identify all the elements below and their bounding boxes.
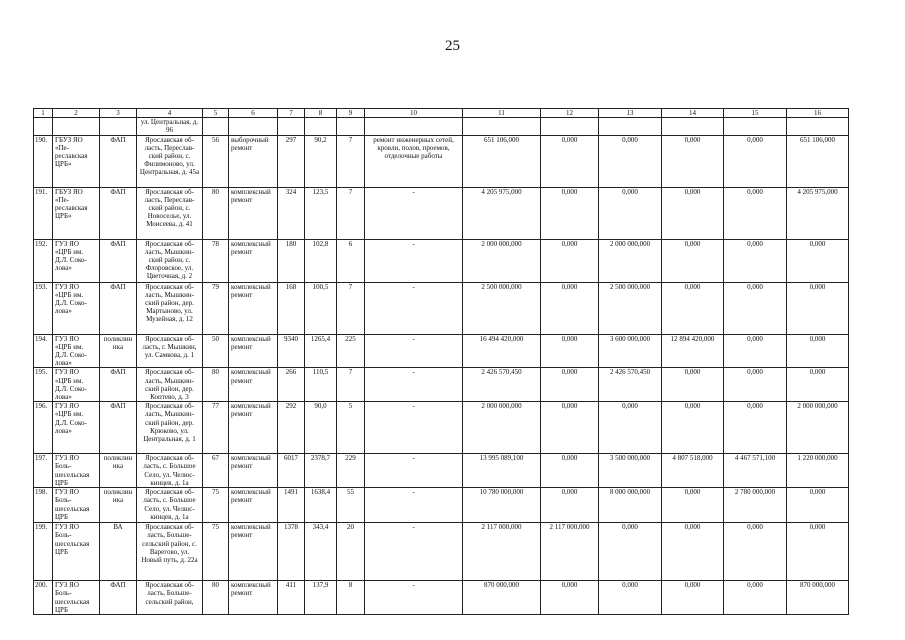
table-cell-col-4: ул. Центральная, д. 96 <box>137 118 203 135</box>
table-cell-col-1: 190. <box>34 135 53 187</box>
table-cell-col-8: 100,5 <box>305 282 337 334</box>
table-cell-col-8: 1265,4 <box>305 334 337 368</box>
table-cell-col-14: 4 807 518,000 <box>662 454 724 488</box>
table-cell-col-14: 0,000 <box>662 523 724 581</box>
table-cell-col-11 <box>463 118 541 135</box>
table-cell-col-2: ГУЗ ЯО Боль-шесельская ЦРБ <box>53 581 100 615</box>
table-cell-col-16: 2 000 000,000 <box>787 402 849 454</box>
table-cell-col-6: комплексный ремонт <box>229 581 278 615</box>
table-cell-col-7: 1491 <box>278 488 305 523</box>
table-cell-col-6: комплексный ремонт <box>229 402 278 454</box>
table-cell-col-15 <box>724 118 787 135</box>
table-cell-col-5: 77 <box>203 402 229 454</box>
table-cell-col-10: - <box>365 282 463 334</box>
table-cell-col-9: 7 <box>337 368 365 402</box>
table-cell-col-13: 2 500 000,000 <box>599 282 662 334</box>
table-cell-col-1: 191. <box>34 187 53 239</box>
column-header-13: 13 <box>599 109 662 118</box>
table-cell-col-16: 870 000,000 <box>787 581 849 615</box>
table-cell-col-16: 0,000 <box>787 334 849 368</box>
table-cell-col-3: ФАП <box>100 187 137 239</box>
table-row <box>34 135 849 187</box>
table-cell-col-15: 0,000 <box>724 239 787 282</box>
table-cell-col-1: 200. <box>34 581 53 615</box>
table-cell-col-14: 12 894 420,000 <box>662 334 724 368</box>
table-cell-col-15: 4 467 571,100 <box>724 454 787 488</box>
table-cell-col-5: 80 <box>203 368 229 402</box>
table-cell-col-10: - <box>365 581 463 615</box>
table-cell-col-2 <box>53 118 100 135</box>
table-cell-col-1: 196. <box>34 402 53 454</box>
table-cell-col-7 <box>278 118 305 135</box>
table-cell-col-14: 0,000 <box>662 239 724 282</box>
table-cell-col-3: поликлиника <box>100 334 137 368</box>
table-cell-col-5: 75 <box>203 488 229 523</box>
table-cell-col-4: Ярославская об-ласть, г. Мышкин, ул. Самкова, д. 1 <box>137 334 203 368</box>
table-cell-col-16: 651 106,000 <box>787 135 849 187</box>
table-cell-col-13: 0,000 <box>599 581 662 615</box>
table-cell-col-11: 2 000 000,000 <box>463 402 541 454</box>
table-cell-col-11: 16 494 420,000 <box>463 334 541 368</box>
table-cell-col-5: 56 <box>203 135 229 187</box>
table-row <box>34 368 849 402</box>
column-header-4: 4 <box>137 109 203 118</box>
table-cell-col-16: 0,000 <box>787 488 849 523</box>
table-cell-col-4: Ярославская об-ласть, Переслав-ский район, с. Новоселье, ул. Моисеева, д. 41 <box>137 187 203 239</box>
table-cell-col-3: ФАП <box>100 282 137 334</box>
table-cell-col-16: 0,000 <box>787 368 849 402</box>
table-cell-col-7: 292 <box>278 402 305 454</box>
table-cell-col-7: 6017 <box>278 454 305 488</box>
table-cell-col-1: 199. <box>34 523 53 581</box>
table-cell-col-15: 0,000 <box>724 402 787 454</box>
table-row <box>34 282 849 334</box>
data-table <box>33 108 849 615</box>
table-cell-col-13: 2 426 570,450 <box>599 368 662 402</box>
table-cell-col-6: комплексный ремонт <box>229 523 278 581</box>
column-header-8: 8 <box>305 109 337 118</box>
table-cell-col-14: 0,000 <box>662 402 724 454</box>
table-cell-col-15: 0,000 <box>724 187 787 239</box>
table-cell-col-2: ГБУЗ ЯО «Пе-реславская ЦРБ» <box>53 187 100 239</box>
column-header-14: 14 <box>662 109 724 118</box>
table-cell-col-8 <box>305 118 337 135</box>
table-cell-col-8: 1638,4 <box>305 488 337 523</box>
table-row <box>34 402 849 454</box>
table-row <box>34 118 849 135</box>
table-cell-col-14: 0,000 <box>662 488 724 523</box>
table-cell-col-1: 198. <box>34 488 53 523</box>
table-cell-col-4: Ярославская об-ласть, Мышкин-ский район, дер. Крюково, ул. Центральная, д. 1 <box>137 402 203 454</box>
table-cell-col-9: 225 <box>337 334 365 368</box>
table-cell-col-4: Ярославская об-ласть, с. Большое Село, ул. Челюс-кинцев, д. 1а <box>137 488 203 523</box>
table-cell-col-12: 0,000 <box>541 454 599 488</box>
table-cell-col-9: 229 <box>337 454 365 488</box>
table-cell-col-7: 1378 <box>278 523 305 581</box>
table-cell-col-15: 0,000 <box>724 581 787 615</box>
table-cell-col-16: 0,000 <box>787 239 849 282</box>
table-cell-col-4: Ярославская об-ласть, Больше-сельский район, <box>137 581 203 615</box>
table-cell-col-5 <box>203 118 229 135</box>
table-cell-col-8: 2378,7 <box>305 454 337 488</box>
table-cell-col-14: 0,000 <box>662 187 724 239</box>
table-cell-col-12: 2 117 000,000 <box>541 523 599 581</box>
table-cell-col-1 <box>34 118 53 135</box>
table-cell-col-4: Ярославская об-ласть, Больше-сельский район, с. Варегово, ул. Новый путь, д. 22а <box>137 523 203 581</box>
table-cell-col-11: 4 205 975,000 <box>463 187 541 239</box>
table-cell-col-4: Ярославская об-ласть, с. Большое Село, ул. Челюс-кинцев, д. 1а <box>137 454 203 488</box>
column-header-10: 10 <box>365 109 463 118</box>
table-cell-col-2: ГУЗ ЯО Боль-шесельская ЦРБ <box>53 454 100 488</box>
page-number: 25 <box>445 38 460 54</box>
table-cell-col-5: 80 <box>203 187 229 239</box>
column-header-2: 2 <box>53 109 100 118</box>
table-cell-col-10: ремонт инженерных сетей, кровли, полов, проемов, отделочные работы <box>365 135 463 187</box>
table-cell-col-6: комплексный ремонт <box>229 282 278 334</box>
table-cell-col-9: 6 <box>337 239 365 282</box>
table-cell-col-2: ГБУЗ ЯО «Пе-реславская ЦРБ» <box>53 135 100 187</box>
column-header-1: 1 <box>34 109 53 118</box>
column-header-7: 7 <box>278 109 305 118</box>
table-cell-col-14: 0,000 <box>662 581 724 615</box>
table-cell-col-2: ГУЗ ЯО «ЦРБ им. Д.Л. Соко-лова» <box>53 402 100 454</box>
table-row <box>34 523 849 581</box>
table-cell-col-3: ФАП <box>100 402 137 454</box>
table-cell-col-10: - <box>365 523 463 581</box>
table-cell-col-7: 266 <box>278 368 305 402</box>
table-cell-col-10: - <box>365 334 463 368</box>
table-cell-col-13: 0,000 <box>599 187 662 239</box>
table-cell-col-11: 651 106,000 <box>463 135 541 187</box>
table-cell-col-5: 78 <box>203 239 229 282</box>
table-cell-col-3: поликлиника <box>100 488 137 523</box>
table-cell-col-6: выборочный ремонт <box>229 135 278 187</box>
table-cell-col-6: комплексный ремонт <box>229 454 278 488</box>
table-cell-col-1: 197. <box>34 454 53 488</box>
table-cell-col-15: 0,000 <box>724 523 787 581</box>
table-cell-col-8: 90,2 <box>305 135 337 187</box>
table-cell-col-7: 297 <box>278 135 305 187</box>
table-cell-col-3: поликлиника <box>100 454 137 488</box>
column-header-16: 16 <box>787 109 849 118</box>
table-cell-col-9: 8 <box>337 581 365 615</box>
table-cell-col-3: ВА <box>100 523 137 581</box>
table-cell-col-8: 137,9 <box>305 581 337 615</box>
table-cell-col-5: 67 <box>203 454 229 488</box>
column-header-6: 6 <box>229 109 278 118</box>
table-cell-col-6: комплексный ремонт <box>229 334 278 368</box>
table-cell-col-9: 20 <box>337 523 365 581</box>
table-cell-col-9 <box>337 118 365 135</box>
table-cell-col-2: ГУЗ ЯО Боль-шесельская ЦРБ <box>53 488 100 523</box>
table-cell-col-3: ФАП <box>100 239 137 282</box>
table-cell-col-9: 7 <box>337 282 365 334</box>
table-cell-col-8: 102,8 <box>305 239 337 282</box>
table-cell-col-13: 8 000 000,000 <box>599 488 662 523</box>
table-cell-col-13: 0,000 <box>599 523 662 581</box>
table-row <box>34 488 849 523</box>
table-cell-col-15: 0,000 <box>724 135 787 187</box>
table-cell-col-10: - <box>365 488 463 523</box>
table-cell-col-11: 2 000 000,000 <box>463 239 541 282</box>
table-cell-col-4: Ярославская об-ласть, Переслав-ский район, с. Филимоново, ул. Центральная, д. 45а <box>137 135 203 187</box>
table-cell-col-10 <box>365 118 463 135</box>
table-cell-col-6 <box>229 118 278 135</box>
table-cell-col-13: 2 000 000,000 <box>599 239 662 282</box>
table-cell-col-16: 0,000 <box>787 282 849 334</box>
column-header-11: 11 <box>463 109 541 118</box>
table-cell-col-7: 9340 <box>278 334 305 368</box>
table-cell-col-9: 5 <box>337 402 365 454</box>
table-cell-col-5: 75 <box>203 523 229 581</box>
table-cell-col-15: 0,000 <box>724 368 787 402</box>
table-cell-col-13: 3 600 000,000 <box>599 334 662 368</box>
table-cell-col-16 <box>787 118 849 135</box>
table-cell-col-12 <box>541 118 599 135</box>
table-cell-col-9: 7 <box>337 135 365 187</box>
table-cell-col-6: комплексный ремонт <box>229 187 278 239</box>
table-cell-col-11: 2 426 570,450 <box>463 368 541 402</box>
table-cell-col-11: 10 780 000,000 <box>463 488 541 523</box>
table-cell-col-13 <box>599 118 662 135</box>
table-cell-col-10: - <box>365 187 463 239</box>
table-cell-col-6: комплексный ремонт <box>229 239 278 282</box>
table-row <box>34 239 849 282</box>
table-cell-col-16: 1 220 000,000 <box>787 454 849 488</box>
table-row <box>34 334 849 368</box>
table-cell-col-14: 0,000 <box>662 135 724 187</box>
table-cell-col-9: 55 <box>337 488 365 523</box>
table-cell-col-12: 0,000 <box>541 581 599 615</box>
table-cell-col-12: 0,000 <box>541 239 599 282</box>
table-cell-col-12: 0,000 <box>541 135 599 187</box>
table-cell-col-5: 80 <box>203 581 229 615</box>
table-cell-col-4: Ярославская об-ласть, Мышкин-ский район, с. Флоровское, ул. Цветочная, д. 2 <box>137 239 203 282</box>
table-cell-col-7: 411 <box>278 581 305 615</box>
table-cell-col-14: 0,000 <box>662 282 724 334</box>
table-header-row <box>34 109 849 118</box>
table-cell-col-6: комплексный ремонт <box>229 368 278 402</box>
table-cell-col-2: ГУЗ ЯО «ЦРБ им. Д.Л. Соко-лова» <box>53 282 100 334</box>
column-header-9: 9 <box>337 109 365 118</box>
table-cell-col-2: ГУЗ ЯО «ЦРБ им. Д.Л. Соко-лова» <box>53 239 100 282</box>
table-cell-col-15: 0,000 <box>724 282 787 334</box>
table-cell-col-12: 0,000 <box>541 187 599 239</box>
table-cell-col-12: 0,000 <box>541 488 599 523</box>
table-cell-col-11: 2 117 000,000 <box>463 523 541 581</box>
table-cell-col-6: комплексный ремонт <box>229 488 278 523</box>
table-cell-col-1: 193. <box>34 282 53 334</box>
table-cell-col-12: 0,000 <box>541 402 599 454</box>
table-cell-col-4: Ярославская об-ласть, Мышкин-ский район, дер. Коптево, д. 3 <box>137 368 203 402</box>
table-cell-col-5: 50 <box>203 334 229 368</box>
table-cell-col-7: 180 <box>278 239 305 282</box>
table-row <box>34 454 849 488</box>
table-cell-col-14 <box>662 118 724 135</box>
table-cell-col-3: ФАП <box>100 368 137 402</box>
table-cell-col-14: 0,000 <box>662 368 724 402</box>
table-row <box>34 187 849 239</box>
table-cell-col-1: 195. <box>34 368 53 402</box>
table-cell-col-16: 4 205 975,000 <box>787 187 849 239</box>
table-row <box>34 581 849 615</box>
table-cell-col-10: - <box>365 454 463 488</box>
table-cell-col-7: 168 <box>278 282 305 334</box>
table-cell-col-12: 0,000 <box>541 282 599 334</box>
table-cell-col-13: 0,000 <box>599 402 662 454</box>
column-header-15: 15 <box>724 109 787 118</box>
table-cell-col-12: 0,000 <box>541 334 599 368</box>
table-cell-col-8: 110,5 <box>305 368 337 402</box>
column-header-5: 5 <box>203 109 229 118</box>
table-cell-col-1: 192. <box>34 239 53 282</box>
table-cell-col-2: ГУЗ ЯО «ЦРБ им. Д.Л. Соко-лова» <box>53 334 100 368</box>
table-cell-col-9: 7 <box>337 187 365 239</box>
table-cell-col-3 <box>100 118 137 135</box>
table-cell-col-10: - <box>365 239 463 282</box>
table-cell-col-15: 0,000 <box>724 334 787 368</box>
column-header-3: 3 <box>100 109 137 118</box>
table-cell-col-8: 123,5 <box>305 187 337 239</box>
table-cell-col-15: 2 780 000,000 <box>724 488 787 523</box>
table-cell-col-7: 324 <box>278 187 305 239</box>
table-cell-col-2: ГУЗ ЯО Боль-шесельская ЦРБ <box>53 523 100 581</box>
table-cell-col-13: 3 500 000,000 <box>599 454 662 488</box>
table-cell-col-4: Ярославская об-ласть, Мышкин-ский район, дер. Мартыново, ул. Музейная, д. 12 <box>137 282 203 334</box>
table-cell-col-10: - <box>365 368 463 402</box>
column-header-12: 12 <box>541 109 599 118</box>
table-cell-col-10: - <box>365 402 463 454</box>
table-cell-col-3: ФАП <box>100 135 137 187</box>
table-cell-col-11: 13 995 089,100 <box>463 454 541 488</box>
table-cell-col-2: ГУЗ ЯО «ЦРБ им. Д.Л. Соко-лова» <box>53 368 100 402</box>
table-cell-col-3: ФАП <box>100 581 137 615</box>
table-cell-col-12: 0,000 <box>541 368 599 402</box>
table-cell-col-11: 870 000,000 <box>463 581 541 615</box>
table-cell-col-8: 90,0 <box>305 402 337 454</box>
table-cell-col-1: 194. <box>34 334 53 368</box>
table-cell-col-8: 343,4 <box>305 523 337 581</box>
table-cell-col-11: 2 500 000,000 <box>463 282 541 334</box>
table-cell-col-5: 79 <box>203 282 229 334</box>
table-cell-col-13: 0,000 <box>599 135 662 187</box>
table-cell-col-16: 0,000 <box>787 523 849 581</box>
